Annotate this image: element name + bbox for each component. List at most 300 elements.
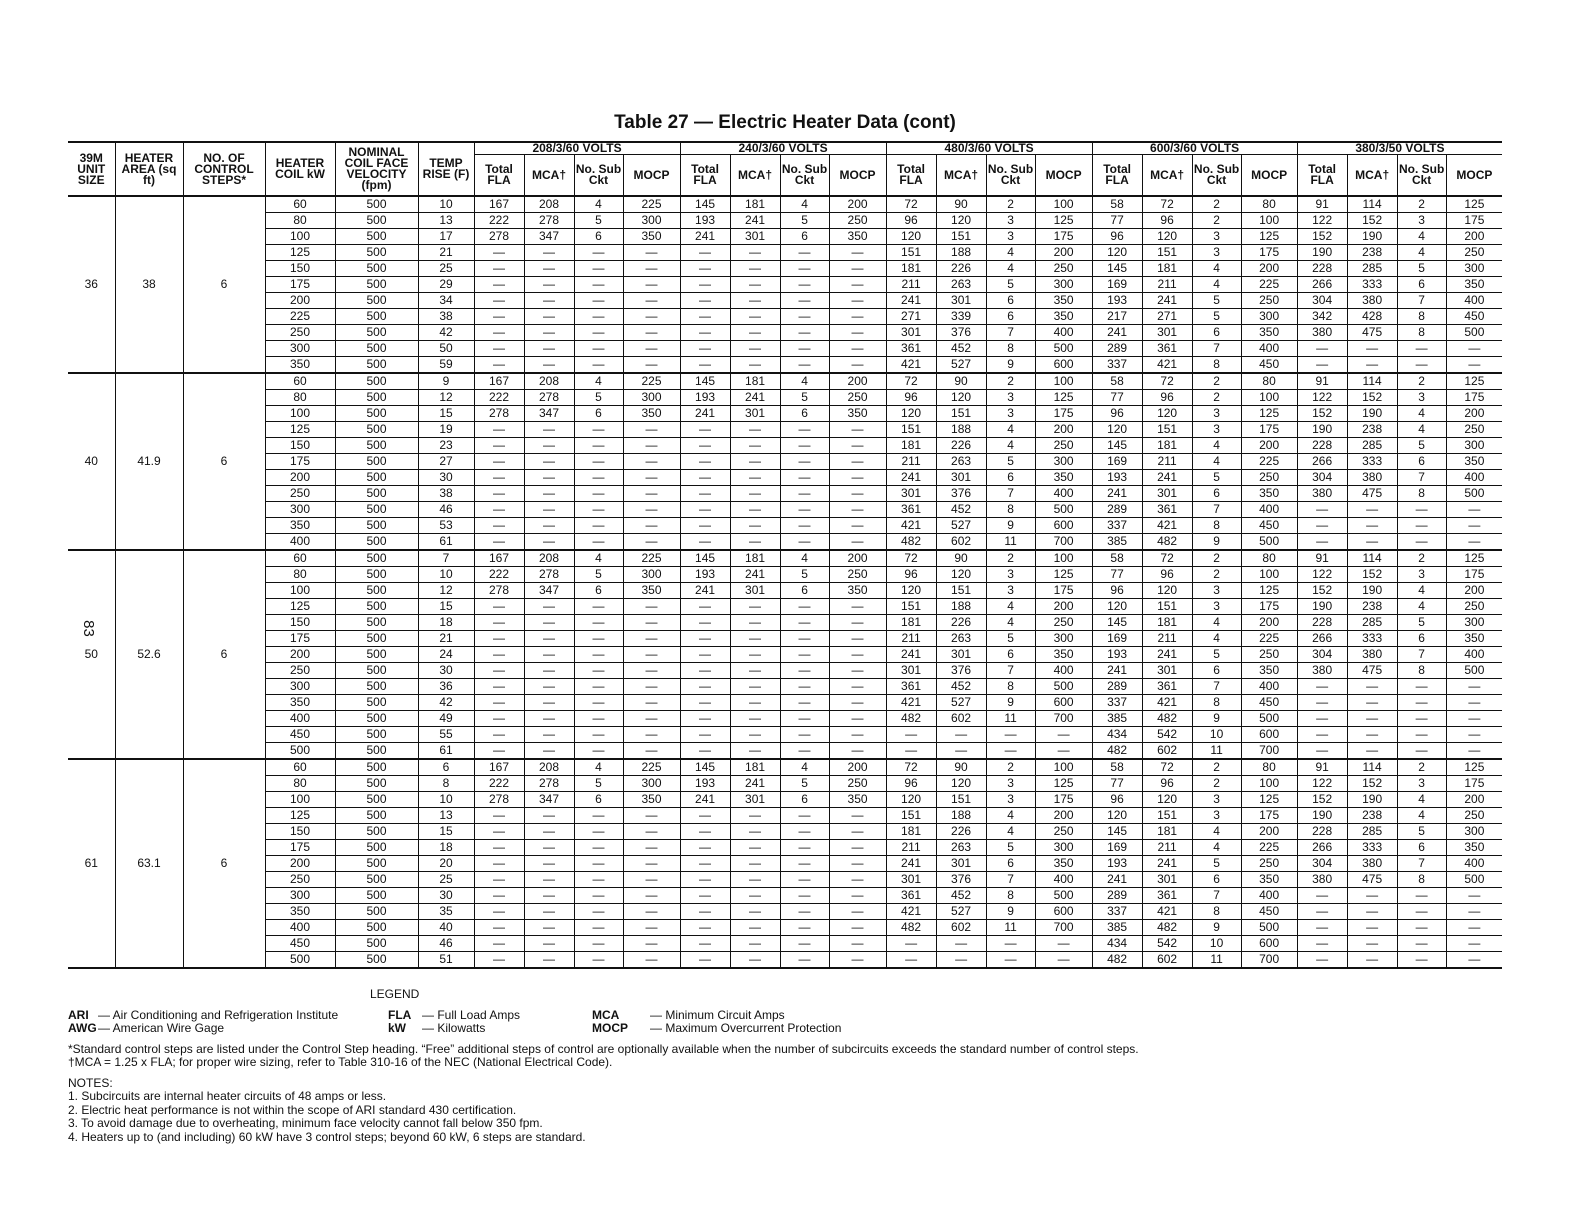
data-cell: — [524,920,574,936]
data-cell: 120 [1092,245,1142,261]
data-cell: 278 [474,583,524,599]
legend-title: LEGEND [370,987,420,1001]
data-cell: — [680,952,730,969]
data-cell: 188 [936,599,986,615]
data-cell: — [780,470,829,486]
data-cell: 5 [574,776,623,792]
data-cell: — [1446,952,1502,969]
data-cell: 100 [265,792,335,808]
data-cell: — [524,743,574,760]
data-cell: 333 [1347,454,1397,470]
data-cell: 350 [623,406,680,422]
data-cell: 25 [418,872,474,888]
data-cell: — [524,534,574,551]
data-cell: — [623,245,680,261]
data-cell: 211 [1142,277,1192,293]
data-cell: 225 [623,759,680,776]
data-cell: 301 [936,470,986,486]
data-cell: 120 [886,792,936,808]
data-cell: — [780,952,829,969]
data-cell: 285 [1347,261,1397,277]
data-cell: 6 [1397,454,1446,470]
data-cell: — [1347,534,1397,551]
data-cell: — [574,293,623,309]
data-cell: 72 [886,759,936,776]
data-cell: 350 [1446,840,1502,856]
data-cell: 200 [265,856,335,872]
data-cell: 2 [1192,213,1241,229]
data-cell: 100 [1035,550,1092,567]
data-cell: 4 [780,373,829,390]
data-cell: 100 [265,406,335,422]
data-cell: — [730,518,780,534]
data-cell: 77 [1092,776,1142,792]
data-cell: — [524,824,574,840]
data-cell: 200 [1035,808,1092,824]
data-cell: — [986,743,1035,760]
data-cell: 120 [936,213,986,229]
data-cell: 15 [418,406,474,422]
data-cell: 482 [1092,952,1142,969]
data-cell: — [829,824,886,840]
data-cell: 8 [1192,695,1241,711]
data-cell: 602 [1142,743,1192,760]
data-cell: 350 [829,229,886,245]
note-item: 4. Heaters up to (and including) 60 kW have 3 control steps; beyond 60 kW, 6 steps are standard. [68,1129,586,1144]
data-cell: 55 [418,727,474,743]
data-cell: 18 [418,840,474,856]
data-cell: — [829,615,886,631]
data-cell: 100 [1241,776,1297,792]
data-cell: 500 [335,245,418,261]
data-cell: — [780,711,829,727]
data-cell: 42 [418,325,474,341]
data-cell: — [829,631,886,647]
data-cell: 6 [1192,663,1241,679]
data-cell: 3 [1397,390,1446,406]
data-cell: — [780,309,829,325]
data-cell: 500 [335,663,418,679]
data-cell: 3 [986,776,1035,792]
data-cell: — [1297,904,1347,920]
table-row [68,261,1502,277]
data-cell: 600 [1241,936,1297,952]
data-cell: 500 [335,743,418,760]
data-cell: 300 [1035,454,1092,470]
data-cell: 500 [335,840,418,856]
data-cell: 2 [1192,776,1241,792]
data-cell: 151 [1142,599,1192,615]
data-cell: — [1397,727,1446,743]
data-cell: 4 [986,261,1035,277]
data-cell: 250 [1446,245,1502,261]
data-cell: — [730,341,780,357]
data-cell: — [829,454,886,470]
data-cell: 5 [780,390,829,406]
data-cell: 300 [1035,840,1092,856]
data-cell: — [524,277,574,293]
data-cell: 361 [886,679,936,695]
data-cell: — [730,534,780,551]
data-cell: 211 [886,631,936,647]
data-cell: 250 [265,872,335,888]
data-cell: 200 [1241,438,1297,454]
data-cell: 400 [1035,663,1092,679]
data-cell: 4 [1192,631,1241,647]
data-cell: 7 [986,872,1035,888]
data-cell: — [730,599,780,615]
data-cell: 361 [886,888,936,904]
data-cell: 226 [936,824,986,840]
data-cell: 80 [265,776,335,792]
data-cell: 167 [474,550,524,567]
table-row [68,245,1502,261]
data-cell: 266 [1297,840,1347,856]
data-cell: — [680,293,730,309]
data-cell: 35 [418,904,474,920]
data-cell: 250 [1446,808,1502,824]
data-cell: — [1297,920,1347,936]
data-cell: 482 [886,534,936,551]
data-cell: 250 [1241,647,1297,663]
data-cell: 175 [1241,808,1297,824]
header-heater-area: HEATER AREA (sq ft) [115,142,183,196]
data-cell: — [1397,888,1446,904]
data-cell: 228 [1297,615,1347,631]
data-cell: 350 [265,904,335,920]
data-cell: 13 [418,213,474,229]
legend-definition: — American Wire Gage [98,1021,225,1035]
data-cell: 250 [829,567,886,583]
data-cell: 181 [886,438,936,454]
data-cell: 8 [1397,325,1446,341]
data-cell: 96 [1142,390,1192,406]
data-cell: 301 [1142,486,1192,502]
data-cell: 475 [1347,872,1397,888]
data-cell: 500 [335,422,418,438]
table-row [68,390,1502,406]
data-cell: 6 [418,759,474,776]
data-cell: 100 [1035,373,1092,390]
data-cell: 278 [524,213,574,229]
data-cell: — [1297,952,1347,969]
data-cell: 250 [265,325,335,341]
data-cell: 200 [1446,792,1502,808]
data-cell: 241 [886,856,936,872]
data-cell: 301 [936,647,986,663]
data-cell: 421 [886,518,936,534]
data-cell: 285 [1347,615,1397,631]
data-cell: — [1297,341,1347,357]
data-cell: 3 [1192,406,1241,422]
data-cell: 125 [265,808,335,824]
data-cell: — [1347,743,1397,760]
data-cell: — [574,357,623,374]
data-cell: 175 [265,277,335,293]
data-cell: 241 [680,406,730,422]
data-cell: — [474,695,524,711]
data-cell: 350 [1241,325,1297,341]
data-cell: 241 [1092,663,1142,679]
data-cell: 96 [1142,567,1192,583]
data-cell: — [524,502,574,518]
data-cell: 380 [1347,293,1397,309]
heater-area-cell: 38 [115,196,183,373]
data-cell: 3 [1192,583,1241,599]
data-cell: 241 [886,647,936,663]
data-cell: 241 [680,229,730,245]
data-cell: 301 [730,229,780,245]
data-cell: — [1347,711,1397,727]
data-cell: — [680,438,730,454]
data-cell: 8 [1397,486,1446,502]
data-cell: 500 [1446,325,1502,341]
data-cell: 500 [335,373,418,390]
data-cell: — [474,454,524,470]
data-cell: — [574,518,623,534]
data-cell: 2 [1192,550,1241,567]
data-cell: — [780,341,829,357]
data-cell: 3 [986,567,1035,583]
data-cell: — [1397,952,1446,969]
data-cell: — [680,647,730,663]
data-cell: — [680,904,730,920]
data-cell: 3 [1192,229,1241,245]
data-cell: 300 [1446,261,1502,277]
data-cell: — [730,438,780,454]
data-cell: 350 [623,792,680,808]
table-row [68,631,1502,647]
data-cell: 4 [986,245,1035,261]
data-cell: 700 [1241,952,1297,969]
data-cell: 350 [623,583,680,599]
data-cell: 120 [886,406,936,422]
data-cell: 500 [335,229,418,245]
data-cell: 500 [1035,341,1092,357]
data-cell: 169 [1092,840,1142,856]
data-cell: 450 [1241,518,1297,534]
data-cell: — [574,245,623,261]
data-cell: — [1035,727,1092,743]
data-cell: 241 [1092,486,1142,502]
data-cell: — [780,293,829,309]
header-sub-ckt: No. Sub Ckt [574,155,623,197]
data-cell: 350 [265,695,335,711]
data-cell: 20 [418,856,474,872]
data-cell: 300 [623,390,680,406]
data-cell: — [1347,904,1397,920]
data-cell: — [524,872,574,888]
data-cell: 72 [886,373,936,390]
data-cell: 150 [265,824,335,840]
data-cell: 337 [1092,357,1142,374]
data-cell: 6 [574,406,623,422]
data-cell: — [1297,502,1347,518]
data-cell: — [730,679,780,695]
data-cell: — [829,277,886,293]
data-cell: 120 [1142,792,1192,808]
data-cell: — [780,325,829,341]
data-cell: 175 [1035,406,1092,422]
data-cell: — [730,502,780,518]
data-cell: — [680,518,730,534]
data-cell: 200 [1446,583,1502,599]
data-cell: 350 [829,583,886,599]
footnote-dagger: †MCA = 1.25 x FLA; for proper wire sizing, refer to Table 310-16 of the NEC (National Electrical Code). [68,1055,613,1069]
data-cell: 250 [1035,438,1092,454]
table-row [68,438,1502,454]
data-cell: — [780,438,829,454]
data-cell: 241 [886,470,936,486]
data-cell: 527 [936,695,986,711]
data-cell: — [574,888,623,904]
data-cell: 151 [1142,808,1192,824]
header-mca: MCA† [1142,155,1192,197]
data-cell: 400 [265,920,335,936]
data-cell: — [936,727,986,743]
data-cell: — [1446,904,1502,920]
data-cell: 120 [1092,422,1142,438]
data-cell: — [1347,518,1397,534]
data-cell: — [730,711,780,727]
data-cell: 350 [1035,293,1092,309]
data-cell: 300 [623,567,680,583]
data-cell: — [780,277,829,293]
data-cell: 7 [986,486,1035,502]
data-cell: 4 [1192,454,1241,470]
data-cell: — [623,438,680,454]
data-cell: — [574,325,623,341]
header-sub-ckt: No. Sub Ckt [986,155,1035,197]
data-cell: 500 [1241,711,1297,727]
data-cell: 30 [418,470,474,486]
data-cell: 225 [623,550,680,567]
data-cell: 190 [1297,245,1347,261]
data-cell: 5 [986,631,1035,647]
data-cell: 6 [574,792,623,808]
data-cell: 10 [1192,727,1241,743]
data-cell: 8 [1397,872,1446,888]
data-cell: — [474,727,524,743]
table-row [68,502,1502,518]
data-cell: 304 [1297,647,1347,663]
data-cell: 77 [1092,213,1142,229]
data-cell: — [730,470,780,486]
data-cell: — [1397,904,1446,920]
table-row [68,856,1502,872]
header-mca: MCA† [730,155,780,197]
data-cell: 278 [524,567,574,583]
data-cell: — [623,808,680,824]
data-cell: — [829,502,886,518]
data-cell: — [474,470,524,486]
data-cell: — [1297,695,1347,711]
data-cell: 500 [335,792,418,808]
data-cell: 150 [265,261,335,277]
data-cell: 500 [335,872,418,888]
data-cell: 4 [1192,840,1241,856]
electric-heater-data-table [68,141,1502,969]
data-cell: — [1397,936,1446,952]
data-cell: — [474,952,524,969]
data-cell: — [524,309,574,325]
data-cell: 3 [1397,776,1446,792]
data-cell: 175 [1446,390,1502,406]
data-cell: — [474,824,524,840]
data-cell: — [680,534,730,551]
data-cell: 7 [1397,647,1446,663]
data-cell: 120 [886,583,936,599]
data-cell: 300 [623,213,680,229]
data-cell: 238 [1347,422,1397,438]
data-cell: — [1347,936,1397,952]
data-cell: 190 [1297,808,1347,824]
data-cell: 6 [780,229,829,245]
data-cell: — [986,936,1035,952]
data-cell: 304 [1297,293,1347,309]
data-cell: 9 [986,357,1035,374]
data-cell: 4 [1192,261,1241,277]
data-cell: 12 [418,583,474,599]
data-cell: — [524,936,574,952]
table-row [68,454,1502,470]
data-cell: 10 [418,196,474,213]
data-cell: — [623,872,680,888]
data-cell: 175 [265,631,335,647]
data-cell: 500 [335,776,418,792]
data-cell: 200 [1241,824,1297,840]
data-cell: 7 [1397,470,1446,486]
data-cell: 151 [886,245,936,261]
data-cell: 400 [1446,293,1502,309]
data-cell: 3 [1397,567,1446,583]
data-cell: — [1347,357,1397,374]
data-cell: — [474,261,524,277]
data-cell: — [1446,711,1502,727]
data-cell: — [780,663,829,679]
data-cell: — [1446,888,1502,904]
data-cell: 300 [265,679,335,695]
data-cell: 400 [265,711,335,727]
data-cell: — [623,920,680,936]
data-cell: 361 [886,502,936,518]
header-voltage-group: 600/3/60 VOLTS [1092,142,1297,155]
control-steps-cell: 6 [183,373,265,550]
data-cell: 2 [1397,196,1446,213]
data-cell: — [574,679,623,695]
data-cell: — [730,277,780,293]
data-cell: 167 [474,373,524,390]
data-cell: 226 [936,438,986,454]
data-cell: 190 [1347,792,1397,808]
data-cell: 193 [1092,293,1142,309]
data-cell: 125 [265,422,335,438]
data-cell: 188 [936,422,986,438]
data-cell: 58 [1092,373,1142,390]
data-cell: — [474,663,524,679]
data-cell: 80 [1241,196,1297,213]
data-cell: 4 [574,759,623,776]
data-cell: — [574,808,623,824]
data-cell: — [780,824,829,840]
data-cell: — [936,743,986,760]
data-cell: — [623,357,680,374]
data-cell: 361 [1142,679,1192,695]
data-cell: — [524,888,574,904]
data-cell: 175 [1446,776,1502,792]
data-cell: 145 [680,373,730,390]
data-cell: — [936,936,986,952]
